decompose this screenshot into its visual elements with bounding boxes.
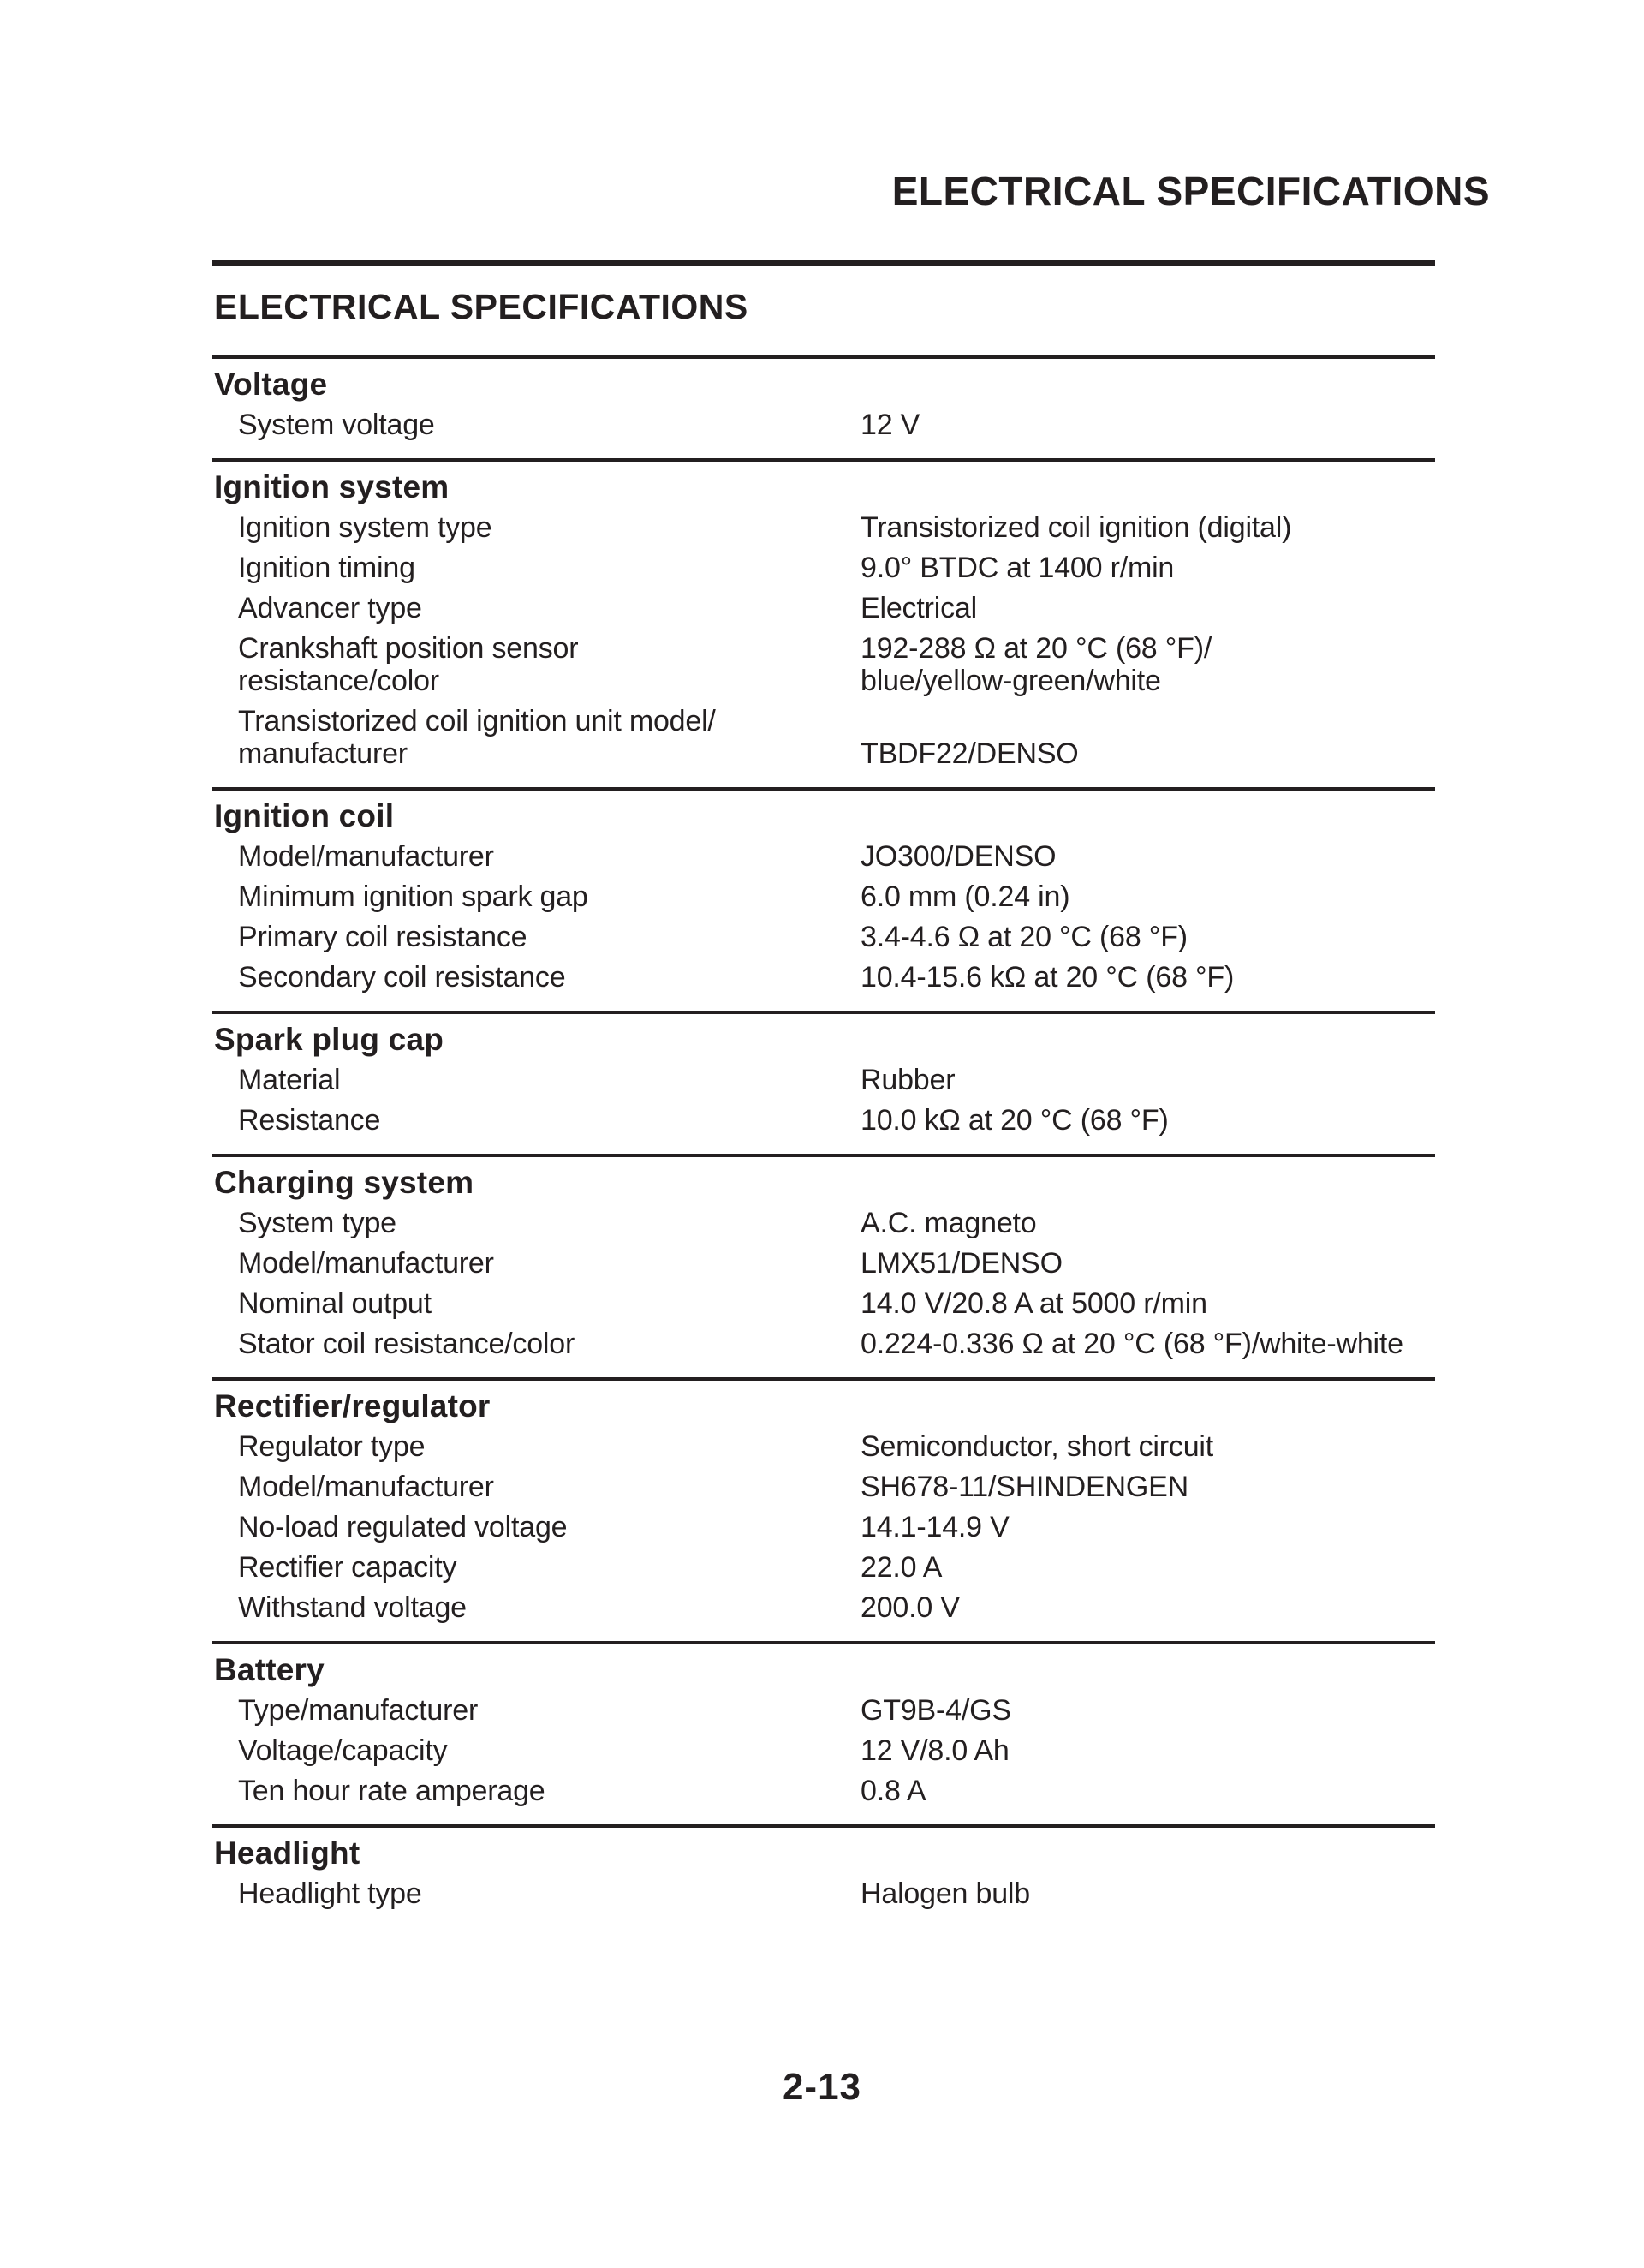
- section-heading: Battery: [214, 1652, 325, 1687]
- spec-value-line: SH678-11/SHINDENGEN: [861, 1471, 1188, 1503]
- spec-label-line: No-load regulated voltage: [238, 1511, 568, 1543]
- spec-label: [238, 511, 861, 544]
- spec-row: [212, 1694, 1435, 1727]
- section-body: [212, 1166, 1435, 1377]
- section-rule: [212, 355, 1435, 359]
- section-rule: [212, 787, 1435, 791]
- spec-value: [861, 1511, 1435, 1543]
- spec-value: [861, 1287, 1435, 1320]
- spec-label: [238, 1430, 861, 1463]
- spec-value: [861, 1877, 1435, 1910]
- spec-value-line: 0.8 A: [861, 1775, 926, 1807]
- spec-label: [238, 1551, 861, 1584]
- spec-label: [238, 921, 861, 953]
- section-rule: [212, 1641, 1435, 1644]
- spec-row: [212, 1104, 1435, 1137]
- spec-value-line: Rubber: [861, 1064, 956, 1096]
- section-rule: [212, 1824, 1435, 1828]
- spec-row: [212, 1247, 1435, 1280]
- section-body: [212, 1389, 1435, 1641]
- spec-value: [861, 1247, 1435, 1280]
- spec-label-line: System type: [238, 1207, 396, 1239]
- spec-value: [861, 1328, 1435, 1360]
- spec-label: [238, 705, 861, 770]
- spec-label: [238, 552, 861, 584]
- spec-label: [238, 632, 861, 697]
- spec-label-line: System voltage: [238, 409, 435, 441]
- spec-row: [212, 1328, 1435, 1360]
- spec-value: [861, 511, 1435, 544]
- spec-value-line: 10.4-15.6 kΩ at 20 °C (68 °F): [861, 961, 1235, 994]
- spec-value-line: 6.0 mm (0.24 in): [861, 880, 1070, 913]
- spec-label-line: Resistance: [238, 1104, 381, 1137]
- spec-label-line: Model/manufacturer: [238, 1247, 494, 1280]
- section-voltage: [212, 355, 1435, 458]
- section-rule: [212, 458, 1435, 462]
- spec-row: [212, 705, 1435, 770]
- spec-value: [861, 921, 1435, 953]
- spec-value: [861, 880, 1435, 913]
- spec-value-line: 0.224-0.336 Ω at 20 °C (68 °F)/white-white: [861, 1328, 1403, 1360]
- spec-row: [212, 1064, 1435, 1096]
- spec-row: [212, 1551, 1435, 1584]
- spec-label: [238, 1328, 861, 1360]
- page-title: ELECTRICAL SPECIFICATIONS: [214, 287, 748, 326]
- spec-value-line: TBDF22/DENSO: [861, 737, 1079, 770]
- section-heading: Ignition coil: [214, 798, 395, 833]
- spec-value-line: 22.0 A: [861, 1551, 943, 1584]
- spec-label: [238, 1775, 861, 1807]
- header-rule: [212, 260, 1435, 266]
- section-heading: Voltage: [214, 367, 328, 402]
- section-body: [212, 367, 1435, 458]
- section-body: [212, 799, 1435, 1011]
- section-charging-system: [212, 1154, 1435, 1377]
- spec-value-line: 12 V: [861, 409, 920, 441]
- spec-value: [861, 705, 1435, 770]
- spec-label-line: Advancer type: [238, 592, 422, 624]
- spec-row: [212, 1734, 1435, 1767]
- spec-value-line: 14.0 V/20.8 A at 5000 r/min: [861, 1287, 1207, 1320]
- spec-value-line: GT9B-4/GS: [861, 1694, 1011, 1727]
- section-body: [212, 1836, 1435, 1927]
- spec-row: [212, 632, 1435, 697]
- spec-row: [212, 961, 1435, 994]
- spec-value-line: 12 V/8.0 Ah: [861, 1734, 1010, 1767]
- spec-value: [861, 1207, 1435, 1239]
- spec-value-line: 3.4-4.6 Ω at 20 °C (68 °F): [861, 921, 1188, 953]
- spec-label-line: Voltage/capacity: [238, 1734, 448, 1767]
- spec-value: [861, 840, 1435, 873]
- spec-value-line: Transistorized coil ignition (digital): [861, 511, 1292, 544]
- spec-label-line: Headlight type: [238, 1877, 422, 1910]
- spec-value: [861, 961, 1435, 994]
- spec-value-line: JO300/DENSO: [861, 840, 1057, 873]
- spec-label: [238, 1734, 861, 1767]
- spec-label: [238, 1694, 861, 1727]
- spec-label-line: Model/manufacturer: [238, 840, 494, 873]
- spec-label-line: Stator coil resistance/color: [238, 1328, 575, 1360]
- section-ignition-coil: [212, 787, 1435, 1011]
- spec-value-line: blue/yellow-green/white: [861, 665, 1161, 697]
- section-heading: Headlight: [214, 1835, 360, 1871]
- spec-label-line: Model/manufacturer: [238, 1471, 494, 1503]
- spec-row: [212, 880, 1435, 913]
- spec-label-line: Primary coil resistance: [238, 921, 527, 953]
- spec-label-line: Ten hour rate amperage: [238, 1775, 545, 1807]
- spec-row: [212, 1287, 1435, 1320]
- running-header-title: ELECTRICAL SPECIFICATIONS: [891, 169, 1490, 213]
- spec-value-line: LMX51/DENSO: [861, 1247, 1063, 1280]
- spec-row: [212, 1430, 1435, 1463]
- spec-label: [238, 1511, 861, 1543]
- spec-value-line: 200.0 V: [861, 1591, 960, 1624]
- spec-value: [861, 1104, 1435, 1137]
- spec-value: [861, 1775, 1435, 1807]
- section-heading: Rectifier/regulator: [214, 1388, 491, 1423]
- spec-value-line: 192-288 Ω at 20 °C (68 °F)/: [861, 632, 1212, 665]
- spec-label-line: Regulator type: [238, 1430, 426, 1463]
- spec-row: [212, 840, 1435, 873]
- spec-value: [861, 632, 1435, 697]
- spec-value-line: 9.0° BTDC at 1400 r/min: [861, 552, 1175, 584]
- spec-label-line: Crankshaft position sensor: [238, 632, 579, 665]
- section-body: [212, 470, 1435, 787]
- section-heading: Spark plug cap: [214, 1022, 444, 1057]
- spec-value: [861, 552, 1435, 584]
- spec-label-line: Ignition timing: [238, 552, 415, 584]
- spec-label: [238, 961, 861, 994]
- section-body: [212, 1653, 1435, 1824]
- spec-label-line: Nominal output: [238, 1287, 432, 1320]
- spec-value-line: Electrical: [861, 592, 977, 624]
- spec-row: [212, 592, 1435, 624]
- section-body: [212, 1023, 1435, 1154]
- spec-row: [212, 1775, 1435, 1807]
- spec-label-line: Minimum ignition spark gap: [238, 880, 588, 913]
- section-ignition-system: [212, 458, 1435, 787]
- spec-label: [238, 1104, 861, 1137]
- spec-label-line: Type/manufacturer: [238, 1694, 479, 1727]
- spec-label: [238, 1207, 861, 1239]
- spec-value: [861, 409, 1435, 441]
- spec-table: [212, 355, 1435, 1927]
- spec-row: [212, 1471, 1435, 1503]
- spec-label: [238, 409, 861, 441]
- spec-value: [861, 592, 1435, 624]
- spec-label-line: Transistorized coil ignition unit model/: [238, 705, 716, 737]
- spec-label-line: manufacturer: [238, 737, 408, 770]
- spec-label: [238, 1247, 861, 1280]
- spec-row: [212, 1877, 1435, 1910]
- running-header: [0, 0, 1644, 213]
- section-rectifier-regulator: [212, 1377, 1435, 1641]
- spec-value: [861, 1694, 1435, 1727]
- section-rule: [212, 1154, 1435, 1157]
- spec-label: [238, 880, 861, 913]
- spec-row: [212, 1207, 1435, 1239]
- spec-value: [861, 1471, 1435, 1503]
- spec-value-line: 14.1-14.9 V: [861, 1511, 1010, 1543]
- spec-label-line: Rectifier capacity: [238, 1551, 457, 1584]
- section-headlight: [212, 1824, 1435, 1927]
- section-battery: [212, 1641, 1435, 1824]
- spec-label: [238, 592, 861, 624]
- spec-row: [212, 921, 1435, 953]
- spec-label: [238, 840, 861, 873]
- section-rule: [212, 1377, 1435, 1381]
- spec-row: [212, 1511, 1435, 1543]
- spec-label: [238, 1591, 861, 1624]
- section-spark-plug-cap: [212, 1011, 1435, 1154]
- spec-row: [212, 1591, 1435, 1624]
- spec-label-line: Material: [238, 1064, 341, 1096]
- spec-value-line: A.C. magneto: [861, 1207, 1037, 1239]
- section-heading: Ignition system: [214, 469, 450, 504]
- spec-value-line: 10.0 kΩ at 20 °C (68 °F): [861, 1104, 1169, 1137]
- spec-label: [238, 1877, 861, 1910]
- spec-label-line: Withstand voltage: [238, 1591, 467, 1624]
- spec-row: [212, 511, 1435, 544]
- spec-label: [238, 1064, 861, 1096]
- spec-row: [212, 552, 1435, 584]
- spec-label-line: Ignition system type: [238, 511, 492, 544]
- spec-value: [861, 1734, 1435, 1767]
- section-heading: Charging system: [214, 1165, 474, 1200]
- spec-row: [212, 409, 1435, 441]
- spec-value: [861, 1551, 1435, 1584]
- spec-value: [861, 1430, 1435, 1463]
- spec-value-line: Halogen bulb: [861, 1877, 1030, 1910]
- spec-label-line: Secondary coil resistance: [238, 961, 566, 994]
- spec-value: [861, 1591, 1435, 1624]
- spec-value-line: Semiconductor, short circuit: [861, 1430, 1214, 1463]
- page-number: 2-13: [782, 2066, 862, 2108]
- spec-value: [861, 1064, 1435, 1096]
- spec-label: [238, 1287, 861, 1320]
- spec-label: [238, 1471, 861, 1503]
- section-rule: [212, 1011, 1435, 1014]
- spec-label-line: resistance/color: [238, 665, 439, 697]
